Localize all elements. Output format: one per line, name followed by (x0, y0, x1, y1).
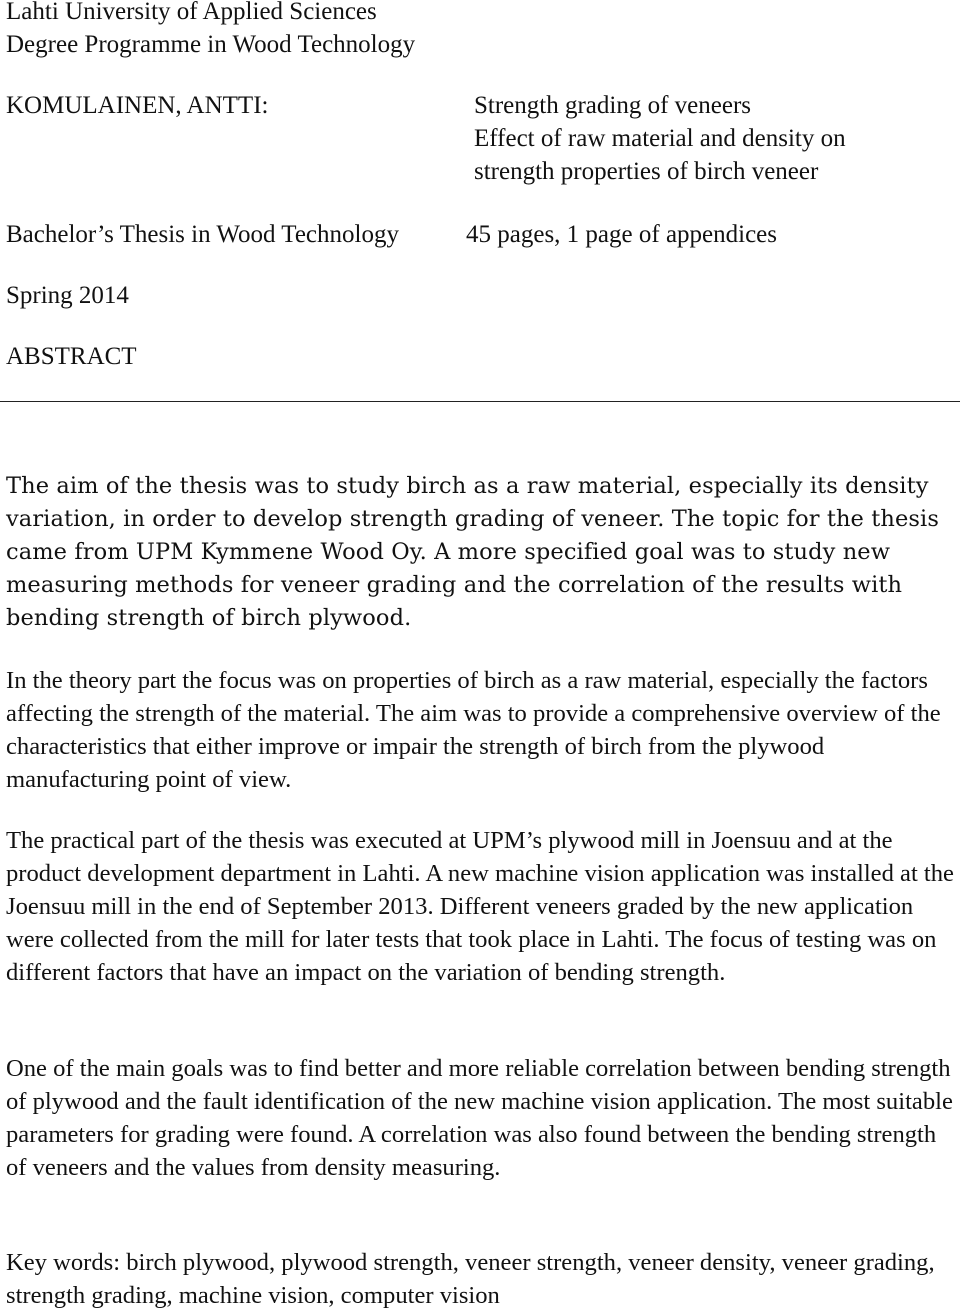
thesis-title-line-3: strength properties of birch veneer (474, 158, 819, 185)
abstract-paragraph-1: The aim of the thesis was to study birch as a raw material, especially its density variation, in order to develop strength grading of veneer. The topic for the thesis came from UPM Kymmene Wood Oy. A more specified goal was to study new measuring methods for veneer grading and the correlation of the results with bending strength of birch plywood. (6, 473, 939, 631)
abstract-heading: ABSTRACT (6, 343, 137, 370)
header-divider (0, 401, 960, 402)
institution-name: Lahti University of Applied Sciences (6, 0, 377, 25)
thesis-type: Bachelor’s Thesis in Wood Technology (6, 221, 399, 248)
thesis-title-line-1: Strength grading of veneers (474, 92, 752, 119)
author-name: KOMULAINEN, ANTTI: (6, 92, 269, 119)
page-count: 45 pages, 1 page of appendices (466, 221, 777, 248)
semester: Spring 2014 (6, 282, 129, 309)
abstract-paragraph-2: In the theory part the focus was on properties of birch as a raw material, especially the factors affecting the strength of the material. The aim was to provide a comprehensive overview of the characteristics that either improve or impair the strength of birch from the plywood manufacturing point of view. (6, 667, 941, 793)
degree-programme: Degree Programme in Wood Technology (6, 31, 416, 58)
abstract-paragraph-4: One of the main goals was to find better and more reliable correlation between bending strength of plywood and the fault identification of the new machine vision application. The most suitable parameters for grading were found. A correlation was also found between the bending strength of veneers and the values from density measuring. (6, 1055, 953, 1181)
keywords: Key words: birch plywood, plywood strength, veneer strength, veneer density, veneer grading, strength grading, machine vision, computer vision (6, 1249, 935, 1309)
abstract-paragraph-3: The practical part of the thesis was executed at UPM’s plywood mill in Joensuu and at the product development department in Lahti. A new machine vision application was installed at the Joensuu mill in the end of September 2013. Different veneers graded by the new application were collected from the mill for later tests that took place in Lahti. The focus of testing was on different factors that have an impact on the variation of bending strength. (6, 827, 954, 986)
thesis-title-line-2: Effect of raw material and density on (474, 125, 846, 152)
